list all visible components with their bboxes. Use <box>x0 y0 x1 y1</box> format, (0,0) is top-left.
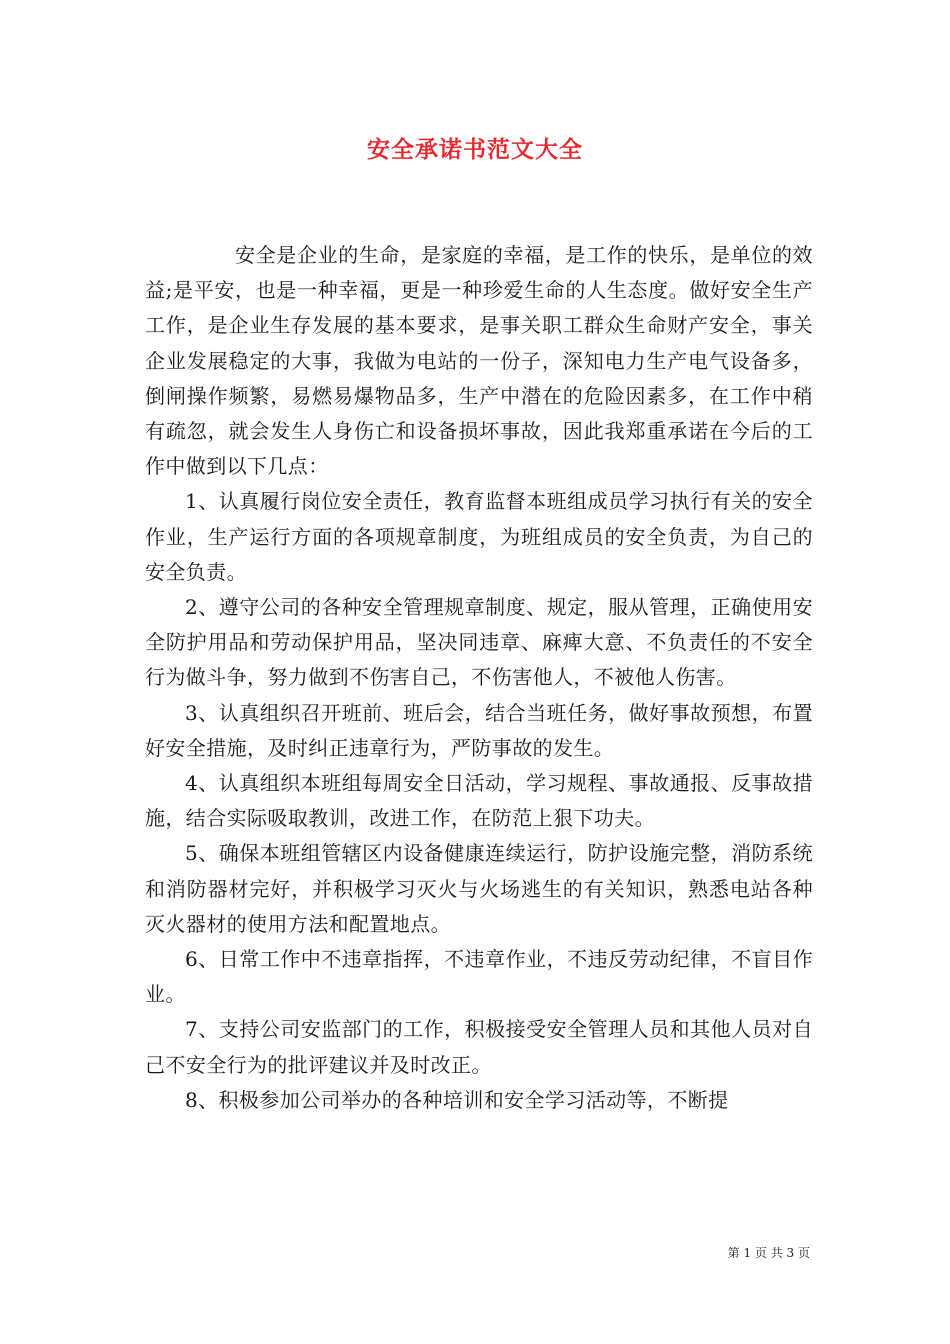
commitment-item-1: 1、认真履行岗位安全责任，教育监督本班组成员学习执行有关的安全作业，生产运行方面的各项规章制度，为班组成员的安全负责，为自己的安全负责。 <box>145 489 813 584</box>
commitment-item-2: 2、遵守公司的各种安全管理规章制度、规定，服从管理，正确使用安全防护用品和劳动保护用品，坚决同违章、麻痺大意、不负责任的不安全行为做斗争，努力做到不伤害自己，不伤害他人，不被他人伤害。 <box>145 595 813 690</box>
document-title: 安全承诺书范文大全 <box>367 136 583 163</box>
commitment-item-5: 5、确保本班组管辖区内设备健康连续运行，防护设施完整，消防系统和消防器材完好，并积极学习灭火与火场逃生的有关知识，熟悉电站各种灭火器材的使用方法和配置地点。 <box>145 841 813 936</box>
commitment-item-3: 3、认真组织召开班前、班后会，结合当班任务，做好事故预想，布置好安全措施，及时纠正违章行为，严防事故的发生。 <box>145 700 813 760</box>
document-body <box>145 238 813 1118</box>
intro-paragraph: 安全是企业的生命，是家庭的幸福，是工作的快乐，是单位的效益;是平安，也是一种幸福，更是一种珍爱生命的人生态度。做好安全生产工作，是企业生存发展的基本要求，是事关职工群众生命财产安全，事关企业发展稳定的大事，我做为电站的一份子，深知电力生产电气设备多，倒闸操作频繁，易燃易爆物品多，生产中潜在的危险因素多，在工作中稍有疏忽，就会发生人身伤亡和设备损坏事故，因此我郑重承诺在今后的工作中做到以下几点： <box>145 243 813 479</box>
page-indicator: 第 1 页 共 3 页 <box>727 1246 810 1260</box>
commitment-item-6: 6、日常工作中不违章指挥，不违章作业，不违反劳动纪律，不盲目作业。 <box>145 947 813 1007</box>
commitment-item-8: 8、积极参加公司举办的各种培训和安全学习活动等，不断提 <box>185 1087 729 1112</box>
commitment-item-4: 4、认真组织本班组每周安全日活动，学习规程、事故通报、反事故措施，结合实际吸取教训，改进工作，在防范上狠下功夫。 <box>145 771 813 831</box>
commitment-item-7: 7、支持公司安监部门的工作，积极接受安全管理人员和其他人员对自己不安全行为的批评建议并及时改正。 <box>145 1017 813 1077</box>
